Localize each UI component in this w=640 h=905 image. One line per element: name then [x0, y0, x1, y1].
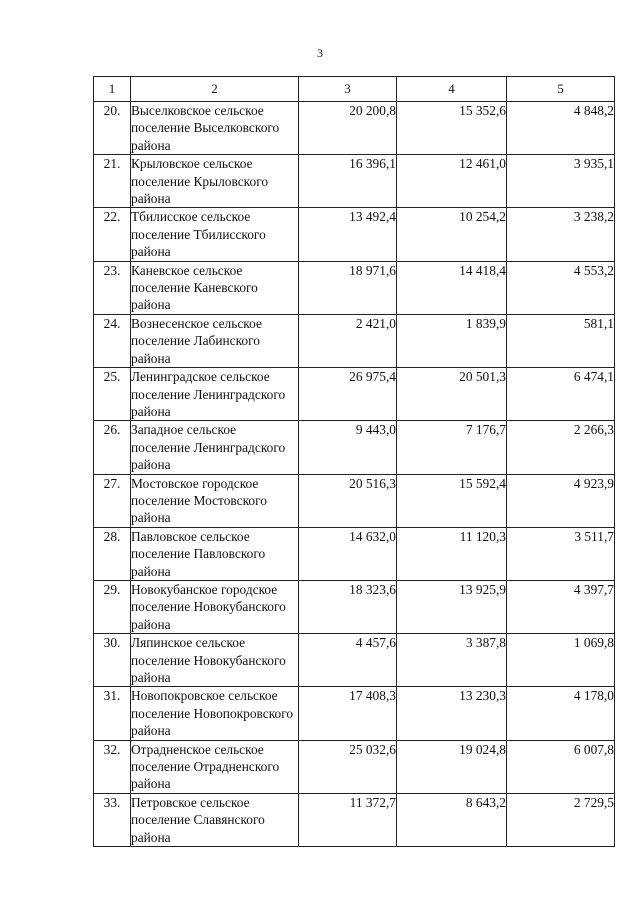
value-col-3: 20 200,8	[299, 102, 397, 155]
value-col-5: 4 553,2	[507, 261, 615, 314]
value-col-3: 11 372,7	[299, 793, 397, 846]
column-header-5: 5	[507, 77, 615, 102]
table-row	[94, 474, 615, 527]
table-row	[94, 261, 615, 314]
value-col-4: 13 230,3	[397, 687, 507, 740]
value-col-3: 26 975,4	[299, 368, 397, 421]
settlement-name: Вознесенское сельское поселение Лабинского района	[131, 314, 299, 367]
row-number: 33.	[94, 793, 131, 846]
column-header-2: 2	[131, 77, 299, 102]
settlement-name: Тбилисское сельское поселение Тбилисского района	[131, 208, 299, 261]
row-number: 31.	[94, 687, 131, 740]
row-number: 32.	[94, 740, 131, 793]
settlement-name: Павловское сельское поселение Павловского района	[131, 527, 299, 580]
settlement-name: Каневское сельское поселение Каневского района	[131, 261, 299, 314]
row-number: 26.	[94, 421, 131, 474]
row-number: 24.	[94, 314, 131, 367]
settlement-name: Отрадненское сельское поселение Отрадненского района	[131, 740, 299, 793]
value-col-3: 17 408,3	[299, 687, 397, 740]
value-col-4: 13 925,9	[397, 580, 507, 633]
row-number: 21.	[94, 155, 131, 208]
column-header-3: 3	[299, 77, 397, 102]
table-body	[94, 102, 615, 847]
table-row	[94, 740, 615, 793]
settlement-name: Крыловское сельское поселение Крыловского района	[131, 155, 299, 208]
value-col-5: 2 729,5	[507, 793, 615, 846]
row-number: 27.	[94, 474, 131, 527]
settlement-name: Выселковское сельское поселение Выселковского района	[131, 102, 299, 155]
row-number: 29.	[94, 580, 131, 633]
row-number: 22.	[94, 208, 131, 261]
table-row	[94, 102, 615, 155]
value-col-4: 11 120,3	[397, 527, 507, 580]
value-col-4: 19 024,8	[397, 740, 507, 793]
value-col-3: 13 492,4	[299, 208, 397, 261]
value-col-4: 20 501,3	[397, 368, 507, 421]
value-col-5: 4 178,0	[507, 687, 615, 740]
value-col-3: 2 421,0	[299, 314, 397, 367]
table-row	[94, 421, 615, 474]
row-number: 23.	[94, 261, 131, 314]
table-row	[94, 527, 615, 580]
row-number: 20.	[94, 102, 131, 155]
value-col-5: 3 238,2	[507, 208, 615, 261]
value-col-3: 18 323,6	[299, 580, 397, 633]
value-col-3: 14 632,0	[299, 527, 397, 580]
value-col-3: 16 396,1	[299, 155, 397, 208]
settlement-name: Петровское сельское поселение Славянского района	[131, 793, 299, 846]
value-col-5: 581,1	[507, 314, 615, 367]
value-col-4: 15 352,6	[397, 102, 507, 155]
value-col-4: 14 418,4	[397, 261, 507, 314]
column-header-4: 4	[397, 77, 507, 102]
page-number: 3	[317, 46, 323, 60]
value-col-4: 1 839,9	[397, 314, 507, 367]
table-row	[94, 368, 615, 421]
settlement-name: Ляпинское сельское поселение Новокубанского района	[131, 634, 299, 687]
settlement-name: Ленинградское сельское поселение Ленинградского района	[131, 368, 299, 421]
value-col-5: 3 511,7	[507, 527, 615, 580]
row-number: 25.	[94, 368, 131, 421]
column-header-1: 1	[94, 77, 131, 102]
value-col-3: 25 032,6	[299, 740, 397, 793]
value-col-4: 8 643,2	[397, 793, 507, 846]
value-col-4: 3 387,8	[397, 634, 507, 687]
value-col-5: 6 007,8	[507, 740, 615, 793]
value-col-4: 12 461,0	[397, 155, 507, 208]
value-col-5: 4 923,9	[507, 474, 615, 527]
value-col-4: 10 254,2	[397, 208, 507, 261]
table-row	[94, 634, 615, 687]
value-col-3: 20 516,3	[299, 474, 397, 527]
value-col-5: 3 935,1	[507, 155, 615, 208]
table-row	[94, 793, 615, 846]
value-col-5: 2 266,3	[507, 421, 615, 474]
settlement-name: Новопокровское сельское поселение Новопокровского района	[131, 687, 299, 740]
value-col-5: 4 397,7	[507, 580, 615, 633]
value-col-3: 9 443,0	[299, 421, 397, 474]
data-table	[93, 76, 615, 847]
value-col-4: 7 176,7	[397, 421, 507, 474]
value-col-5: 6 474,1	[507, 368, 615, 421]
row-number: 30.	[94, 634, 131, 687]
value-col-3: 4 457,6	[299, 634, 397, 687]
settlement-name: Новокубанское городское поселение Новокубанского района	[131, 580, 299, 633]
table-row	[94, 208, 615, 261]
value-col-4: 15 592,4	[397, 474, 507, 527]
table-header-row	[94, 77, 615, 102]
table-row	[94, 155, 615, 208]
table-row	[94, 687, 615, 740]
value-col-5: 4 848,2	[507, 102, 615, 155]
table-row	[94, 314, 615, 367]
row-number: 28.	[94, 527, 131, 580]
value-col-5: 1 069,8	[507, 634, 615, 687]
settlement-name: Мостовское городское поселение Мостовского района	[131, 474, 299, 527]
value-col-3: 18 971,6	[299, 261, 397, 314]
table-row	[94, 580, 615, 633]
settlement-name: Западное сельское поселение Ленинградского района	[131, 421, 299, 474]
